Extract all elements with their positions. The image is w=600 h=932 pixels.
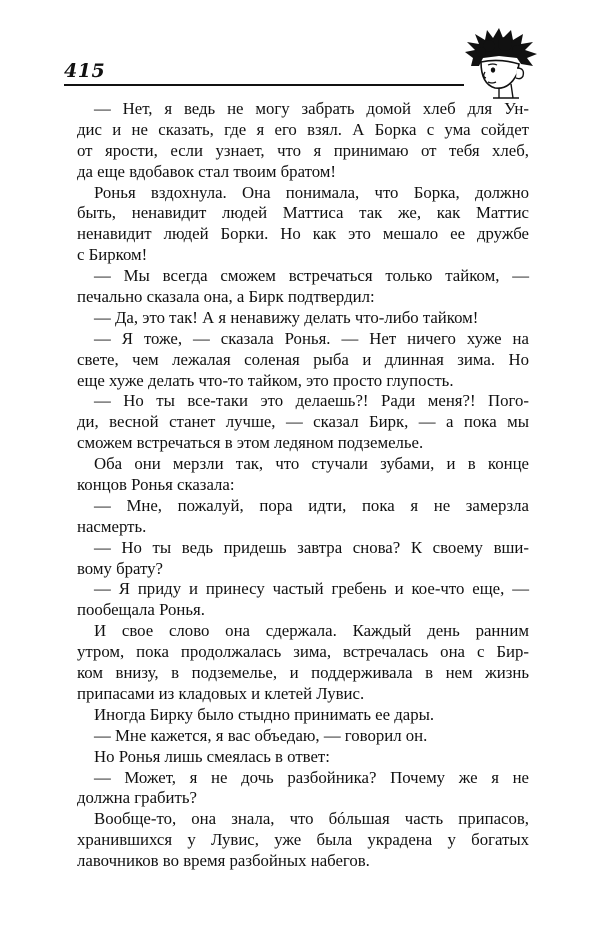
page-header — [64, 28, 532, 88]
page-number: 415 — [64, 60, 106, 82]
text-line: концов Ронья сказала: — [77, 475, 235, 495]
text-line: хранившихся у Лувис, уже была украдена у богатых — [77, 830, 529, 850]
page-text — [77, 99, 529, 872]
text-line: вому брату? — [77, 558, 163, 578]
text-line: Но Ронья лишь смеялась в ответ: — [94, 746, 330, 766]
boy-head-icon — [459, 28, 539, 100]
text-line: — Мне, пожалуй, пора идти, пока я не замерзла — [94, 495, 529, 515]
text-line: Иногда Бирку было стыдно принимать ее дары. — [94, 704, 435, 724]
text-line: припасами из кладовых и клетей Лувис. — [77, 683, 365, 703]
text-line: — Мне кажется, я вас объедаю, — говорил он. — [94, 725, 428, 745]
text-line: — Я приду и принесу частый гребень и кое-что еще, — — [94, 579, 529, 599]
text-line: от ярости, если узнает, что я принимаю от тебя хлеб, — [77, 140, 529, 160]
text-line: — Я тоже, — сказала Ронья. — Нет ничего хуже на — [94, 328, 529, 348]
text-line: быть, ненавидит людей Маттиса так же, как Маттис — [77, 203, 529, 223]
text-line: да еще вдобавок стал твоим братом! — [77, 161, 336, 181]
text-line: И свое слово она сдержала. Каждый день ранним — [94, 621, 529, 641]
text-line: с Бирком! — [77, 245, 148, 265]
text-line: — Может, я не дочь разбойника? Почему же я не — [94, 767, 529, 787]
header-rule — [64, 84, 464, 86]
text-line: ненавидит людей Борки. Но как это мешало ее дружбе — [77, 224, 529, 244]
text-line: насмерть. — [77, 516, 147, 536]
text-line: — Нет, я ведь не могу забрать домой хлеб для Ун- — [94, 99, 529, 118]
text-line: — Да, это так! А я ненавижу делать что-либо тайком! — [94, 307, 479, 327]
text-line: ди, весной станет лучше, — сказал Бирк, — а пока мы — [77, 412, 529, 432]
text-line: — Но ты все-таки это делаешь?! Ради меня?! Пого- — [94, 391, 529, 411]
text-line: сможем встречаться в этом ледяном подземелье. — [77, 433, 424, 453]
text-line: утром, пока продолжалась зима, встречалась она с Бир- — [77, 642, 529, 662]
text-line: свете, чем лежалая соленая рыба и длинная зима. Но — [77, 349, 529, 369]
text-line: Оба они мерзли так, что стучали зубами, и в конце — [94, 454, 529, 474]
text-line: должна грабить? — [77, 788, 197, 808]
text-line: лавочников во время разбойных набегов. — [77, 851, 370, 871]
text-line: ком внизу, в подземелье, и поддерживала в нем жизнь — [77, 663, 529, 683]
text-line: Ронья вздохнула. Она понимала, что Борка, должно — [94, 182, 529, 202]
text-line: Вообще-то, она знала, что бóльшая часть припасов, — [94, 809, 529, 829]
text-line: пообещала Ронья. — [77, 600, 205, 620]
text-line: печально сказала она, а Бирк подтвердил: — [77, 287, 375, 307]
text-line: — Но ты ведь придешь завтра снова? К своему вши- — [94, 537, 529, 557]
text-line: — Мы всегда сможем встречаться только тайком, — — [94, 266, 529, 286]
text-line: еще хуже делать что-то тайком, это просто глупость. — [77, 370, 454, 390]
text-line: дис и не сказать, где я его взял. А Борка с ума сойдет — [77, 119, 529, 139]
